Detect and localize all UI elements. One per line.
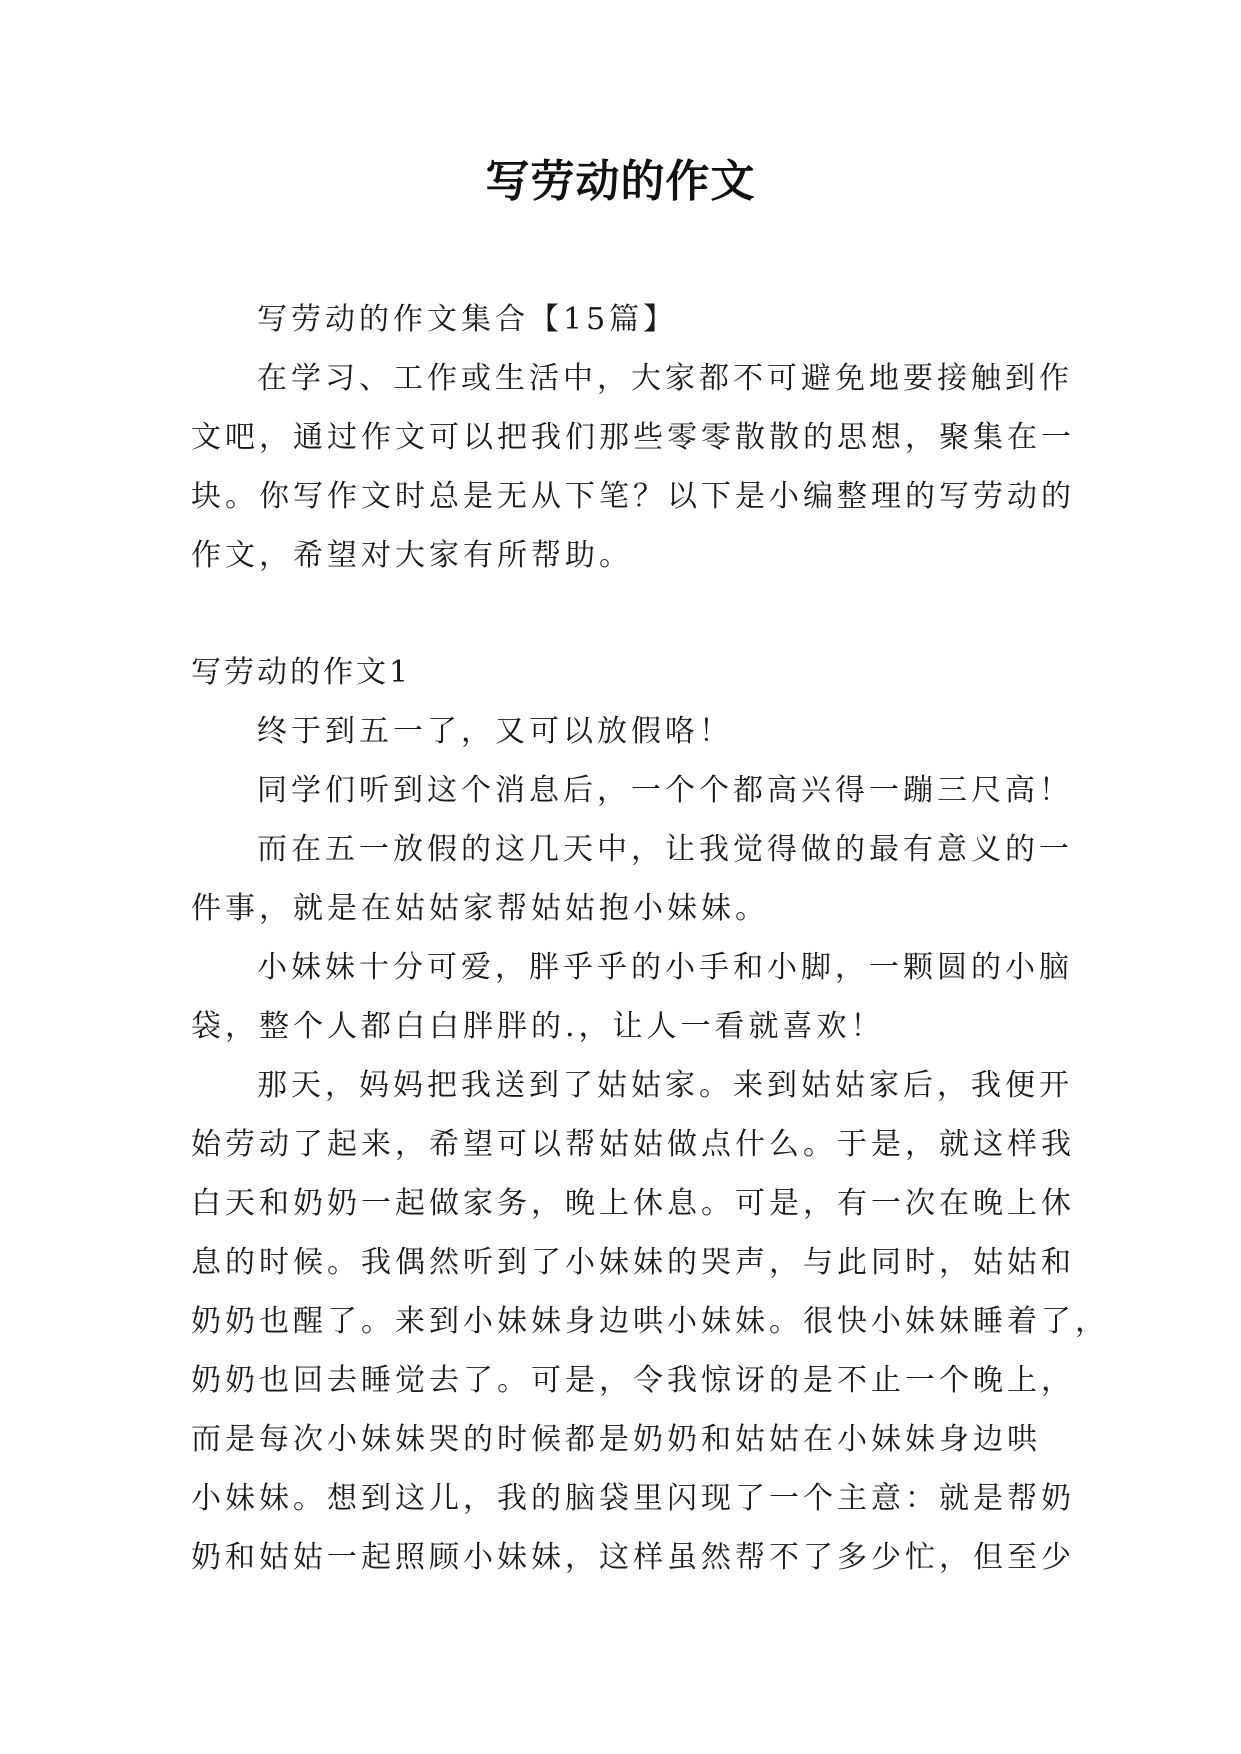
document-body	[191, 290, 1109, 1587]
text-line: 同学们听到这个消息后，一个个都高兴得一蹦三尺高！	[257, 773, 1073, 808]
paragraph-3	[191, 820, 1073, 938]
paragraph-5	[191, 1056, 1109, 1587]
document-title: 写劳动的作文	[485, 156, 756, 207]
text-line: 在学习、工作或生活中，大家都不可避免地要接触到作	[257, 361, 1073, 396]
text-line: 始劳动了起来，希望可以帮姑姑做点什么。于是，就这样我	[191, 1127, 1075, 1162]
text-line: 而是每次小妹妹哭的时候都是奶奶和姑姑在小妹妹身边哄	[191, 1422, 1041, 1457]
intro-paragraph	[191, 349, 1075, 585]
section-heading: 写劳动的作文1	[191, 655, 412, 690]
text-line: 奶奶也醒了。来到小妹妹身边哄小妹妹。很快小妹妹睡着了，	[191, 1304, 1109, 1339]
text-line: 息的时候。我偶然听到了小妹妹的哭声，与此同时，姑姑和	[191, 1245, 1075, 1280]
text-line: 而在五一放假的这几天中，让我觉得做的最有意义的一	[257, 832, 1073, 867]
text-line: 终于到五一了，又可以放假咯！	[257, 714, 733, 749]
text-line: 奶奶也回去睡觉去了。可是，令我惊讶的是不止一个晚上，	[191, 1363, 1075, 1398]
text-line: 袋，整个人都白白胖胖的.，让人一看就喜欢！	[191, 1009, 885, 1044]
text-line: 小妹妹十分可爱，胖乎乎的小手和小脚，一颗圆的小脑	[257, 950, 1073, 985]
text-line: 文吧，通过作文可以把我们那些零零散散的思想，聚集在一	[191, 420, 1075, 455]
paragraph-gap	[191, 585, 1061, 643]
text-line: 作文，希望对大家有所帮助。	[191, 538, 633, 573]
paragraph-4	[191, 938, 1073, 1056]
text-line: 块。你写作文时总是无从下笔？以下是小编整理的写劳动的	[191, 479, 1075, 514]
text-line: 件事，就是在姑姑家帮姑姑抱小妹妹。	[191, 891, 769, 926]
paragraph-1	[191, 702, 1061, 761]
intro-heading: 写劳动的作文集合【15篇】	[257, 302, 678, 337]
paragraph-2	[191, 761, 1073, 820]
text-line: 奶和姑姑一起照顾小妹妹，这样虽然帮不了多少忙，但至少	[191, 1540, 1075, 1575]
text-line: 那天，妈妈把我送到了姑姑家。来到姑姑家后，我便开	[257, 1068, 1073, 1103]
text-line: 小妹妹。想到这儿，我的脑袋里闪现了一个主意：就是帮奶	[191, 1481, 1075, 1516]
text-line: 白天和奶奶一起做家务，晚上休息。可是，有一次在晚上休	[191, 1186, 1075, 1221]
